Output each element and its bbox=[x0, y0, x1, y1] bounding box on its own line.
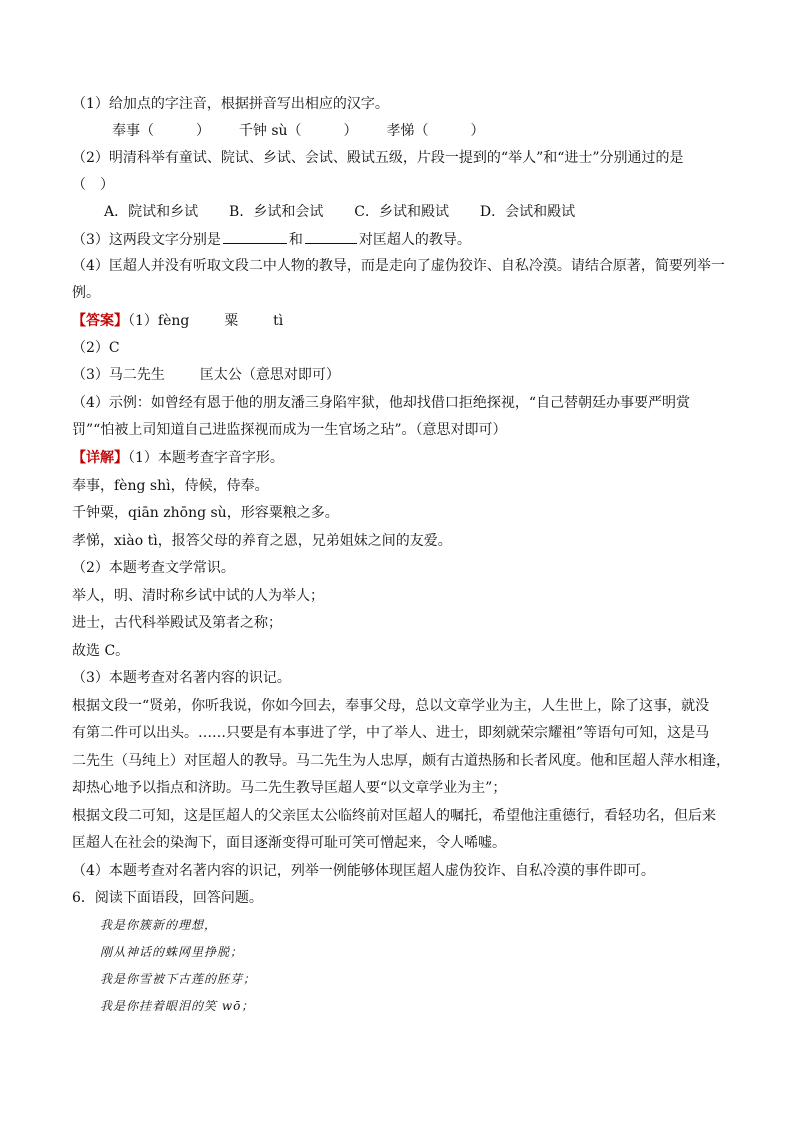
detail-3-p1-l1: 根据文段一“贤弟，你听我说，你如今回去，奉事父母，总以文章学业为主，人生世上，除了这事，就没 bbox=[72, 698, 710, 714]
detail-2-intro: （2）本题考查文学常识。 bbox=[72, 560, 235, 576]
answer-3-b: 匡太公（意思对即可） bbox=[199, 367, 340, 383]
q3-suffix: 对匡超人的教导。 bbox=[358, 232, 471, 248]
answer-line-1 bbox=[72, 311, 732, 331]
q4-line-2: 例。 bbox=[72, 285, 100, 301]
q1-stem: （1）给加点的字注音，根据拼音写出相应的汉字。 bbox=[72, 96, 389, 112]
q2-option-d: D．会试和殿试 bbox=[479, 204, 576, 220]
detail-2-b: 进士，古代科举殿试及第者之称； bbox=[72, 615, 282, 631]
q3-middle: 和 bbox=[288, 232, 303, 248]
q2-paren: （ ） bbox=[72, 177, 114, 193]
detail-3-p2-l1: 根据文段二可知，这是匡超人的父亲匡太公临终前对匡超人的嘱托，希望他注重德行，看轻功名，但后来 bbox=[72, 808, 716, 824]
detail-1-c: 孝悌，xiào tì，报答父母的养育之恩，兄弟姐妹之间的友爱。 bbox=[72, 533, 452, 549]
q1-item-b: 千钟 sù（ ） bbox=[238, 123, 358, 139]
q2-option-c: C．乡试和殿试 bbox=[354, 204, 449, 220]
q1-item-c: 孝悌（ ） bbox=[386, 123, 485, 139]
poem-line-2: 刚从神话的蛛网里挣脱； bbox=[100, 945, 244, 959]
answer-3 bbox=[72, 365, 732, 385]
detail-1-b: 千钟粟，qiān zhōng sù，形容粟粮之多。 bbox=[72, 505, 339, 521]
q3-blank-1[interactable] bbox=[223, 229, 287, 244]
detail-4: （4）本题考查对名著内容的识记，列举一例能够体现匡超人虚伪狡诈、自私冷漠的事件即可。 bbox=[72, 863, 655, 879]
q6-stem: 6．阅读下面语段，回答问题。 bbox=[72, 890, 263, 906]
detail-1-intro: （1）本题考查字音字形。 bbox=[128, 450, 284, 466]
poem-line-1: 我是你簇新的理想， bbox=[100, 918, 218, 932]
q4-line-1: （4）匡超人并没有听取文段二中人物的教导，而是走向了虚伪狡诈、自私冷漠。请结合原著，简要列举一 bbox=[72, 258, 725, 274]
q1-items bbox=[112, 121, 772, 141]
detail-3-p1-l2: 有第二件可以出头。……只要是有本事进了学，中了举人、进士，即刻就荣宗耀祖”等语句可知，这是马 bbox=[72, 725, 710, 741]
detail-3-p2-l2: 匡超人在社会的染淘下，面目逐渐变得可耻可笑可憎起来，令人唏嘘。 bbox=[72, 835, 506, 851]
answer-3-a: （3）马二先生 bbox=[72, 367, 165, 383]
detail-3-p1-l3: 二先生（马纯上）对匡超人的教导。马二先生为人忠厚，颇有古道热肠和长者风度。他和匡超人萍水相逢， bbox=[72, 753, 730, 769]
detail-1-a: 奉事，fèng shì，侍候，侍奉。 bbox=[72, 478, 269, 494]
answer-1-b: 粟 bbox=[224, 313, 239, 329]
detail-3-p1-l4: 却热心地予以指点和济助。马二先生教导匡超人要“以文章学业为主”； bbox=[72, 780, 507, 796]
detail-2-c: 故选 C。 bbox=[72, 643, 130, 659]
answer-4-line-1: （4）示例：如曾经有恩于他的朋友潘三身陷牢狱，他却找借口拒绝探视，“自己替朝廷办事要严明赏 bbox=[72, 395, 691, 411]
q2-option-a: A．院试和乡试 bbox=[104, 204, 199, 220]
q1-item-a: 奉事（ ） bbox=[112, 123, 210, 139]
answer-4-line-2: 罚”“怕被上司知道自己进监探视而成为一生官场之玷”。（意思对即可） bbox=[72, 422, 507, 438]
poem-line-3: 我是你雪被下古莲的胚芽； bbox=[100, 972, 257, 986]
detail-2-a: 举人，明、清时称乡试中试的人为举人； bbox=[72, 588, 324, 604]
q3-prefix: （3）这两段文字分别是 bbox=[72, 232, 221, 248]
detail-line-1 bbox=[72, 448, 732, 468]
q3-blank-2[interactable] bbox=[305, 229, 357, 244]
answer-tag: 【答案】 bbox=[72, 313, 128, 329]
q2-options bbox=[104, 202, 764, 222]
answer-2: （2）C bbox=[72, 340, 120, 356]
q3-line bbox=[72, 229, 732, 250]
q2-stem: （2）明清科举有童试、院试、乡试、会试、殿试五级，片段一提到的“举人”和“进士”分别通过的是 bbox=[72, 150, 684, 166]
detail-3-intro: （3）本题考查对名著内容的识记。 bbox=[72, 670, 291, 686]
detail-tag: 【详解】 bbox=[72, 450, 128, 466]
q2-option-b: B．乡试和会试 bbox=[229, 204, 324, 220]
poem-line-4: 我是你挂着眼泪的笑 wō； bbox=[100, 999, 255, 1013]
answer-1-c: tì bbox=[273, 313, 284, 329]
answer-1-label: （1）fèng bbox=[128, 313, 190, 329]
